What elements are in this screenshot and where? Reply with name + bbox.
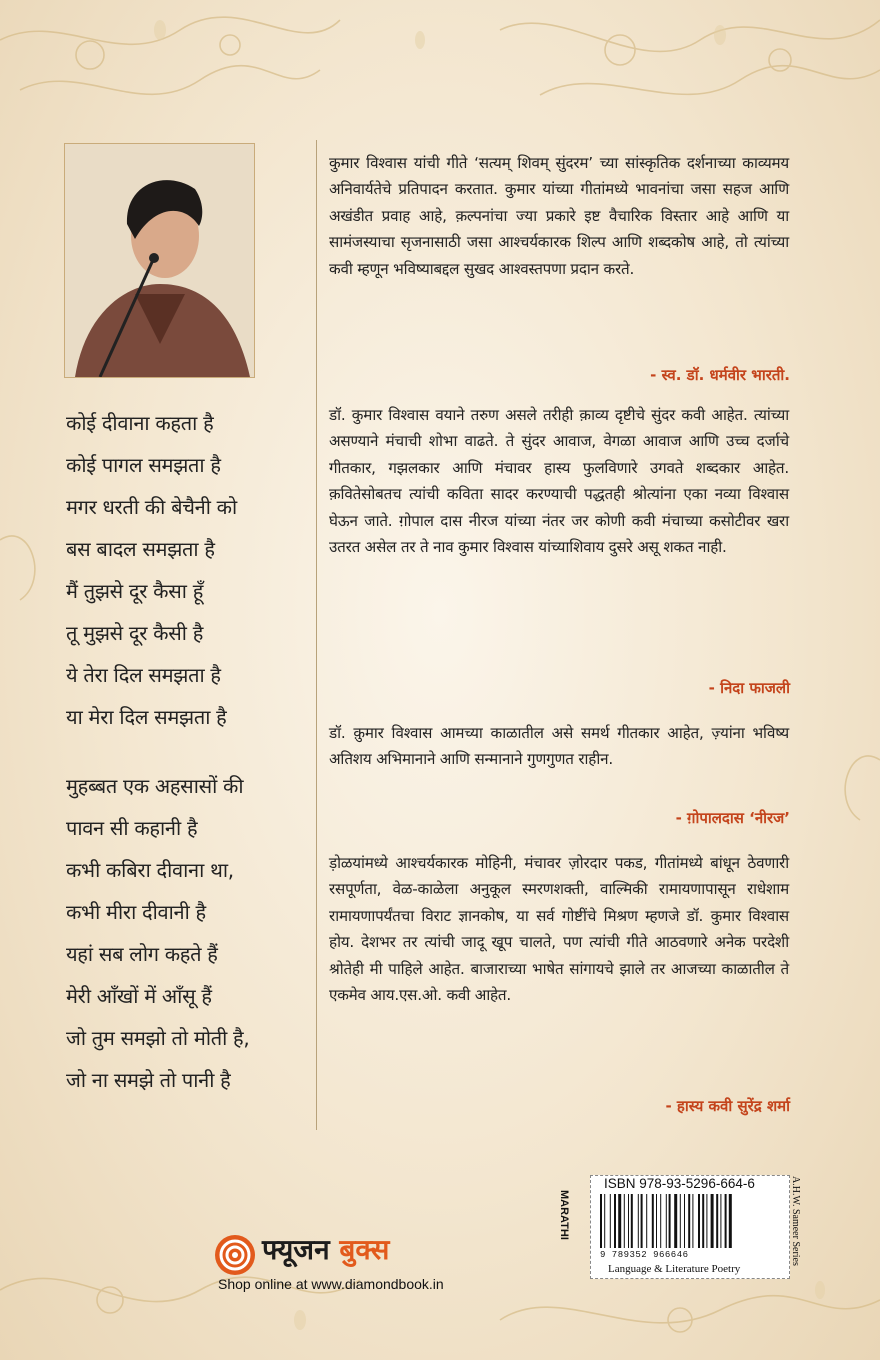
poem-line: कोई दीवाना कहता है xyxy=(66,411,214,435)
quote-paragraph: डॉ. क़ुमार विश्वास आमच्या काळातील असे समर्थ गीतकार आहेत, ज़्यांना भविष्य अतिशय अभिमानाने आणि सन्मानाने गुणगुणत राहीन. xyxy=(329,724,789,769)
barcode-bar xyxy=(614,1194,616,1248)
publisher-name-part2: बुक्स xyxy=(339,1233,390,1266)
poem-line: मगर धरती की बेचैनी को xyxy=(66,495,237,519)
barcode-bar xyxy=(628,1194,629,1248)
poem-line: या मेरा दिल समझता है xyxy=(66,705,227,729)
barcode-bar xyxy=(680,1194,681,1248)
barcode-bar xyxy=(610,1194,611,1248)
poem-line: जो तुम समझो तो मोती है, xyxy=(66,1026,250,1050)
quote-paragraph: ड़ोळयांमध्ये आश्चर्यकारक मोहिनी, मंचावर ज़ोरदार पकड, गीतांमध्ये बांधून ठेवणारी रसपूर्णता, वेळ-काळेला अनुकूल स्मरणशक्ती, वाल्मिकी रामायणापासून राधेशाम रामायणापर्यंतचा विराट ज्ञानकोष, या सर्व गोष्टींचे मिश्रण म्हणजे डॉ. कुमार विश्वास होय. देशभर तर त्यांची जादू खूप चालते, पण त्यांची गीते आठवणारे अनेक परदेशी श्रोतेही मी पाहिले आहेत. बाजाराच्या भाषेत सांगायचे झाले तर आजच्या काळातील ते एकमेव आय.एस.ओ. कवी आहेत. xyxy=(329,854,789,1005)
poem-stanza-1 xyxy=(66,402,316,738)
barcode-bar xyxy=(698,1194,700,1248)
barcode-bar xyxy=(656,1194,657,1248)
quote-paragraph: डॉ. कुमार विश्वास वयाने तरुण असले तरीही क़ाव्य दृष्टीचे सुंदर कवी आहेत. त्यांच्या असण्याने मंचाची शोभा वाढते. ते सुंदर आवाज, वेगळा आवाज आणि उच्च दर्जाचे गीतकार, गझलकार आणि मंचावर हास्य फुलविणारे उगवते शब्दकार आहेत. क़वितेसोबतच त्यांची कविता सादर करण्याची पद्धतही श्रोत्यांना एका नव्या विश्वास घेऊन जाते. ग़ोपाल दास नीरज यांच्या नंतर जर कोणी कवी मंचाच्या कसोटीवर खरा उतरत असेल तर ते नाव कुमार विश्वास यांच्याशिवाय दुसरे असू शकत नाही. xyxy=(329,406,789,557)
poem-line: तू मुझसे दूर कैसी है xyxy=(66,621,204,645)
barcode-bar xyxy=(641,1194,643,1248)
quote-paragraph: कुमार विश्वास यांची गीते ‘सत्यम् शिवम् सुंदरम’ च्या सांस्कृतिक दर्शनाच्या काव्यमय अनिवार्यतेचे प्रतिपादन करतात. कुमार यांच्या गीतांमध्ये भावनांचा जसा सहज आणि अखंडीत प्रवाह आहे, क़ल्पनांचा ज्या प्रकारे इष्ट वैचारिक विस्तार आहे आणि या सामंजस्याचा सृजनासाठी जसा आश्चर्यकारक शिल्प आणि शब्दकोष आहे, तो त्यांच्या कवी म्हणून भविष्याबद्दल सुखद आश्वस्तपणा प्रदान करते. xyxy=(329,154,789,278)
barcode-bar xyxy=(674,1194,677,1248)
column-divider xyxy=(316,140,317,1130)
barcode-bar xyxy=(638,1194,639,1248)
barcode-bar xyxy=(669,1194,671,1248)
barcode xyxy=(598,1194,774,1250)
barcode-bar xyxy=(684,1194,685,1248)
poem-line: बस बादल समझता है xyxy=(66,537,215,561)
barcode-bar xyxy=(646,1194,647,1248)
barcode-bar xyxy=(600,1194,602,1248)
poem-line: मैं तुझसे दूर कैसा हूँ xyxy=(66,579,204,603)
barcode-bar xyxy=(729,1194,732,1248)
barcode-bar xyxy=(624,1194,625,1248)
poem-line: पावन सी कहानी है xyxy=(66,816,198,840)
poem-line: कभी मीरा दीवानी है xyxy=(66,900,206,924)
poem-line: कोई पागल समझता है xyxy=(66,453,221,477)
barcode-bar xyxy=(725,1194,727,1248)
barcode-bar xyxy=(631,1194,633,1248)
poem-line: ये तेरा दिल समझता है xyxy=(66,663,221,687)
poem-line: मेरी आँखों में आँसू हैं xyxy=(66,984,212,1008)
barcode-bar xyxy=(604,1194,605,1248)
poem-line: कभी कबिरा दीवाना था, xyxy=(66,858,234,882)
barcode-bar xyxy=(706,1194,707,1248)
isbn-number: ISBN 978-93-5296-664-6 xyxy=(604,1176,755,1191)
poem-line: यहां सब लोग कहते हैं xyxy=(66,942,218,966)
barcode-digits: 9 789352 966646 xyxy=(600,1250,689,1260)
series-label: A.H.W. Sameer Series xyxy=(790,1176,801,1266)
barcode-bar xyxy=(720,1194,721,1248)
shop-online-text: Shop online at www.diamondbook.in xyxy=(218,1276,444,1292)
category-label: Language & Literature Poetry xyxy=(608,1263,741,1275)
barcode-bar xyxy=(692,1194,693,1248)
barcode-bar xyxy=(618,1194,621,1248)
quote-attribution: - ग़ोपालदास ‘नीरज’ xyxy=(675,809,790,827)
publisher-logo-text xyxy=(262,1230,389,1268)
quote-attribution: - निदा फाजली xyxy=(708,679,790,697)
barcode-bar xyxy=(666,1194,667,1248)
publisher-name-part1: फ्यूजन xyxy=(262,1233,330,1266)
language-label: MARATHI xyxy=(558,1190,570,1240)
barcode-bar xyxy=(711,1194,714,1248)
quote-attribution: - हास्य कवी सुरेंद्र शर्मा xyxy=(665,1097,790,1115)
poem-line: जो ना समझे तो पानी है xyxy=(66,1068,231,1092)
barcode-bar xyxy=(702,1194,704,1248)
poem-line: मुहब्बत एक अहसासों की xyxy=(66,774,244,798)
barcode-bar xyxy=(688,1194,690,1248)
quote-attribution: - स्व. डॉ. धर्मवीर भारती. xyxy=(650,366,790,384)
poem-stanza-2 xyxy=(66,765,316,1101)
author-photo xyxy=(64,143,255,378)
publisher-logo-icon xyxy=(214,1234,256,1276)
barcode-bar xyxy=(716,1194,718,1248)
barcode-bar xyxy=(660,1194,661,1248)
barcode-bar xyxy=(652,1194,654,1248)
